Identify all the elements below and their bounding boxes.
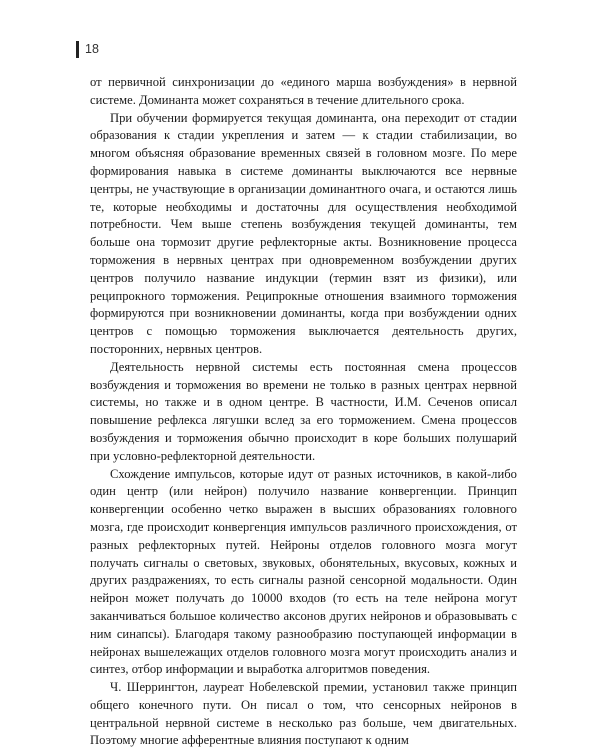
- header-bar: [76, 41, 79, 58]
- page-number: 18: [85, 42, 99, 56]
- paragraph: Ч. Шеррингтон, лауреат Нобелевской премии, установил также принцип общего конечного пути. Он писал о том, что сенсорных нейронов в центральной нервной системе в несколько раз больше, чем двигательных. Поэтому многие афферентные влияния поступают к одним: [90, 680, 517, 748]
- body-text: [90, 74, 517, 750]
- paragraph-continuation: от первичной синхронизации до «единого марша возбуждения» в нервной системе. Доминанта может сохраняться в течение длительного срока.: [90, 75, 517, 107]
- paragraph: Схождение импульсов, которые идут от разных источников, в какой-либо один центр (или нейрон) получило название конвергенции. Принцип конвергенции особенно четко выражен в высших образованиях головного мозга, где происходит конвергенция импульсов различного происхождения, от разных рефлекторных путей. Нейроны отделов головного мозга могут получать сигналы о световых, звуковых, обонятельных, вкусовых, кожных и других раздражениях, то есть сигналы разной сенсорной модальности. Один нейрон может получать до 10000 входов (то есть на теле нейрона могут заканчиваться большое количество аксонов других нейронов и образовывать с ним синапсы). Благодаря такому разнообразию поступающей информации в нейронах вышележащих отделов головного мозга могут происходить анализ и синтез, отбор информации и выработка алгоритмов поведения.: [90, 466, 517, 677]
- paragraph: При обучении формируется текущая доминанта, она переходит от стадии образования к стадии укрепления и затем — к стадии стабилизации, во многом объясняя образование временных связей в головном мозге. По мере формирования навыка в системе доминанты выключаются все нервные центры, не участвующие в организации доминантного очага, и остаются лишь те, которые необходимы и достаточны для осуществления необходимой потребности. Чем выше степень возбуждения текущей доминанты, тем больше она тормозит другие рефлекторные акты. Возникновение процесса торможения в нервных центрах при одновременном возбуждении других центров получило название индукции (термин взят из физики), или реципрокного торможения. Реципрокные отношения взаимного торможения формируются при возникновении доминанты, когда при возбуждении одних центров с помощью торможения выключается деятельность других, посторонних, нервных центров.: [90, 110, 517, 356]
- page-header: [76, 40, 99, 58]
- paragraph: Деятельность нервной системы есть постоянная смена процессов возбуждения и торможения во времени не только в разных центрах нервной системы, но также и в одном центре. В частности, И.М. Сеченов описал повышение рефлекса лягушки вслед за его торможением. Смена процессов возбуждения и торможения обычно происходит в коре больших полушарий при условно-рефлекторной деятельности.: [90, 359, 517, 463]
